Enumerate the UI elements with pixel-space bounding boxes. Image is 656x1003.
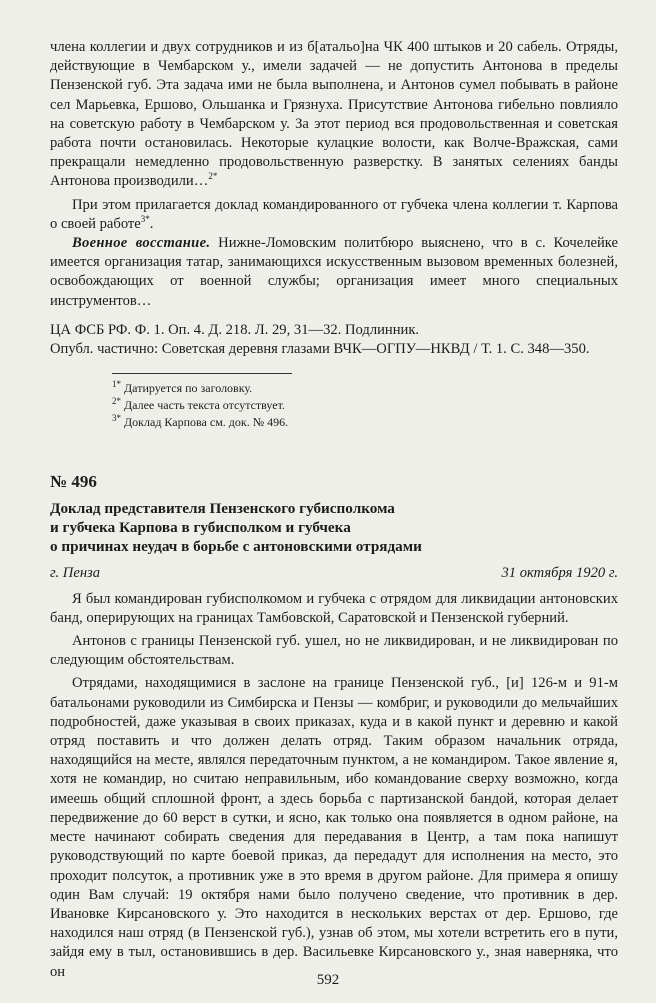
footnote-ref-3[interactable]: 3*	[140, 213, 150, 224]
document-place: г. Пенза	[50, 565, 101, 582]
publication-reference: Опубл. частично: Советская деревня глазами ВЧК—ОГПУ—НКВД / Т. 1. С. 348—350.	[50, 341, 590, 358]
footnote-item: $^{1*}$ Датируется по заголовку.	[112, 379, 253, 396]
attachment-paragraph: При этом прилагается доклад командированного от губчека члена коллегии т. Карпова о своей работе$^{3*}$.	[50, 196, 618, 232]
document-title-line: и губчека Карпова в губисполком и губчека	[50, 519, 351, 537]
archive-reference: ЦА ФСБ РФ. Ф. 1. Оп. 4. Д. 218. Л. 29, 31—32. Подлинник.	[50, 321, 420, 338]
document-title-line: Доклад представителя Пензенского губисполкома	[50, 500, 395, 518]
place-date-line	[50, 564, 618, 583]
military-text: Нижне-Ломовским политбюро выяснено, что в с. Кочелейке имеется организация татар, занимающихся искусственным вызовом временных болезней, освобождающих от военной службы; организация имеет много специальных инструментов…	[50, 235, 619, 309]
body-paragraph: Антонов с границы Пензенской губ. ушел, но не ликвидирован, и не ликвидирован по следующим обстоятельствам.	[50, 633, 618, 669]
military-heading: Военное восстание.	[72, 235, 211, 252]
page-number: 592	[316, 972, 340, 988]
document-title	[50, 499, 618, 556]
body-paragraph: Отрядами, находящимися в заслоне на границе Пензенской губ., [и] 126-м и 91-м батальонами руководили из Симбирска и Пензы — комбриг, и руководили до мельчайших подробностей, даже указывая в своих приказах, куда и в какой пункт и деревню и какой отряд поставить и что должен делать отряд. Таким образом начальник отряда, находящийся на месте, являлся передаточным пунктом, а не командиром. Такое явление я, хотя не командир, но считаю неправильным, ибо командование сверху возможно, когда имеешь общий сплошной фронт, а здесь борьба с партизанской бандой, которая делает передвижение до 60 верст в сутки, и ясно, как только она появляется в одном районе, на месте начинают собирать сведения для передавания в Центр, а там пока напишут руководствующий по карте боевой приказ, да передадут для исполнения на место, это проходит полсуток, а противник уже в это время в другом районе. Для примера я опишу один Вам случай: 19 октября нами было получено сведение, что противник в дер. Ивановке Кирсановского у. Это находится в нескольких верстах от дер. Ершово, где находился наш отряд (в Пензенской губ.), узнав об этом, мы хотели встретить его в пути, зайдя ему в тыл, остановившись в дер. Васильевке Кирсановского у., зная наверняка, что он	[50, 675, 618, 980]
footnote-divider	[112, 373, 292, 374]
top-paragraph: члена коллегии и двух сотрудников и из б[атальо]на ЧК 400 штыков и 20 сабель. Отряды, действующие в Чембарском у., имели задачей — не допустить Антонова в пределы Пензенской губ. Эта задача ими не была выполнена, и Антонов сумел побывать в районе сел Марьевка, Ершово, Ольшанка и Грязнуха. Присутствие Антонова гибельно повлияло на советскую работу в Чембарском у. За этот период вся продовольственная и советская работа почти остановилась. Некоторые кулацкие волости, как Волче-Вражская, сами прекращали немедленно продовольственную разверстку. В занятых селениях банды Антонова производили…$^{2*}$	[50, 39, 618, 190]
document-date: 31 октября 1920 г.	[501, 565, 618, 582]
document-page	[50, 38, 618, 982]
footnotes	[112, 380, 618, 430]
body-paragraph: Я был командирован губисполкомом и губчека с отрядом для ликвидации антоновских банд, оперирующих на границах Тамбовской, Саратовской и Пензенской губерний.	[50, 590, 618, 626]
military-paragraph	[50, 234, 618, 311]
footnote-ref-2[interactable]: 2*	[208, 171, 218, 182]
footnote-item: $^{3*}$ Доклад Карпова см. док. № 496.	[112, 413, 289, 430]
document-number: № 496	[50, 472, 97, 492]
document-title-line: о причинах неудач в борьбе с антоновскими отрядами	[50, 538, 422, 556]
footnote-item: $^{2*}$ Далее часть текста отсутствует.	[112, 396, 285, 413]
